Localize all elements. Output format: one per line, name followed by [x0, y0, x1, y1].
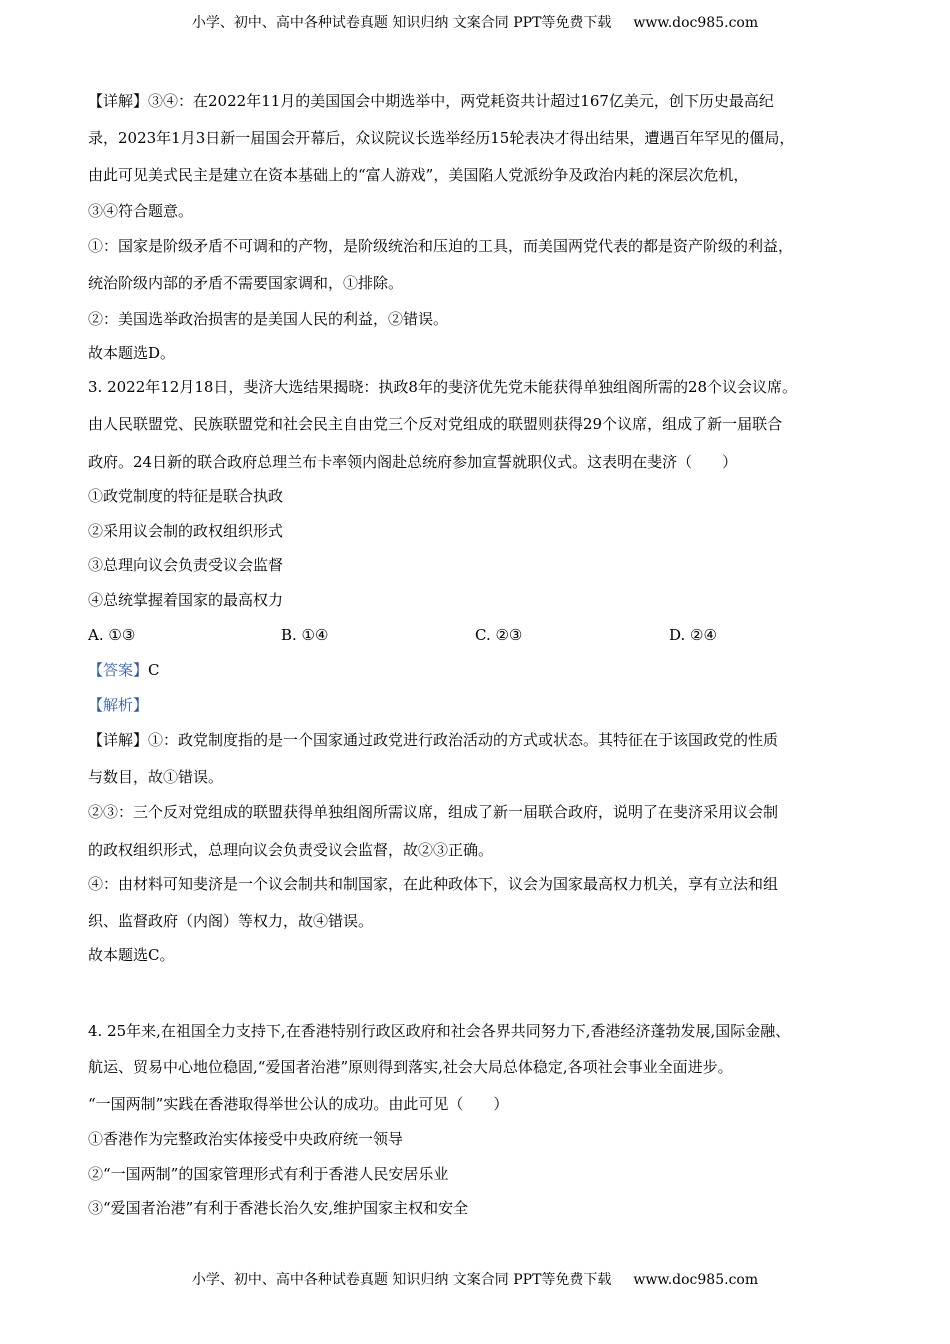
q2-conclusion: 故本题选D。	[88, 344, 176, 362]
q3-item-2: ②采用议会制的政权组织形式	[88, 522, 284, 540]
q3-detail-line-4: 的政权组织形式，总理向议会负责受议会监督，故②③正确。	[88, 841, 494, 859]
page-footer	[0, 1269, 950, 1289]
q3-conclusion: 故本题选C。	[88, 946, 175, 964]
q4-stem-line-2: 航运、贸易中心地位稳固,“爱国者治港”原则得到落实,社会大局总体稳定,各项社会事业全面进步。	[88, 1058, 733, 1076]
q2-detail-line-3: 由此可见美式民主是建立在资本基础上的“富人游戏”，美国陷人党派纷争及政治内耗的深层次危机，	[88, 166, 749, 184]
page-header	[0, 12, 950, 32]
q3-stem-line-1: 3. 2022年12月18日，斐济大选结果揭晓：执政8年的斐济优先党未能获得单独组阁所需的28个议会议席。	[88, 378, 798, 396]
q3-item-3: ③总理向议会负责受议会监督	[88, 556, 284, 574]
q3-answer-tag: 【答案】	[88, 661, 149, 679]
footer-site: www.doc985.com	[633, 1272, 759, 1288]
q3-option-d: D. ②④	[669, 626, 717, 644]
q3-option-b: B. ①④	[281, 626, 329, 644]
q3-detail-line-1: 【详解】①：政党制度指的是一个国家通过政党进行政治活动的方式或状态。其特征在于该国政党的性质	[88, 731, 779, 749]
q3-stem-line-2: 由人民联盟党、民族联盟党和社会民主自由党三个反对党组成的联盟则获得29个议席，组成了新一届联合	[88, 415, 783, 433]
q2-detail-line-4: ③④符合题意。	[88, 202, 194, 220]
footer-slogan: 小学、初中、高中各种试卷真题 知识归纳 文案合同 PPT等免费下载	[191, 1272, 612, 1288]
q3-analysis-tag: 【解析】	[88, 696, 149, 714]
q3-stem-line-3: 政府。24日新的联合政府总理兰布卡率领内阁赴总统府参加宣誓就职仪式。这表明在斐济（ ）	[88, 453, 738, 471]
q4-stem-line-1: 4. 25年来,在祖国全力支持下,在香港特别行政区政府和社会各界共同努力下,香港经济蓬勃发展,国际金融、	[88, 1022, 791, 1040]
q3-detail-line-2: 与数目，故①错误。	[88, 768, 224, 786]
q3-option-c: C. ②③	[475, 626, 523, 644]
q4-item-1: ①香港作为完整政治实体接受中央政府统一领导	[88, 1130, 404, 1148]
q4-item-2: ②“一国两制”的国家管理形式有利于香港人民安居乐业	[88, 1165, 449, 1183]
q2-detail-line-2: 录，2023年1月3日新一届国会开幕后，众议院议长选举经历15轮表决才得出结果，遭遇百年罕见的僵局，	[88, 129, 795, 147]
q3-detail-tag: 【详解】	[88, 731, 149, 749]
q3-detail-line-6: 织、监督政府（内阁）等权力，故④错误。	[88, 912, 374, 930]
q2-detail-line-6: 统治阶级内部的矛盾不需要国家调和，①排除。	[88, 274, 404, 292]
q2-detail-line-1: 【详解】③④：在2022年11月的美国国会中期选举中，两党耗资共计超过167亿美元，创下历史最高纪	[88, 92, 774, 110]
q3-detail-line-3: ②③：三个反对党组成的联盟获得单独组阁所需议席，组成了新一届联合政府，说明了在斐济采用议会制	[88, 803, 779, 821]
q3-answer-value: C	[148, 661, 160, 679]
q3-answer	[88, 660, 160, 680]
q4-item-3: ③“爱国者治港”有利于香港长治久安,维护国家主权和安全	[88, 1199, 469, 1217]
q3-option-a: A. ①③	[88, 626, 136, 644]
header-site: www.doc985.com	[633, 15, 759, 31]
q2-detail-tag: 【详解】	[88, 92, 149, 110]
header-slogan: 小学、初中、高中各种试卷真题 知识归纳 文案合同 PPT等免费下载	[191, 15, 612, 31]
q3-detail-line-5: ④：由材料可知斐济是一个议会制共和制国家，在此种政体下，议会为国家最高权力机关，享有立法和组	[88, 875, 779, 893]
q2-detail-line-7: ②：美国选举政治损害的是美国人民的利益，②错误。	[88, 310, 449, 328]
q3-item-1: ①政党制度的特征是联合执政	[88, 487, 284, 505]
q3-item-4: ④总统掌握着国家的最高权力	[88, 591, 284, 609]
q2-detail-line-5: ①：国家是阶级矛盾不可调和的产物，是阶级统治和压迫的工具，而美国两党代表的都是资产阶级的利益，	[88, 237, 794, 255]
q4-stem-line-3: “一国两制”实践在香港取得举世公认的成功。由此可见（ ）	[88, 1095, 509, 1113]
